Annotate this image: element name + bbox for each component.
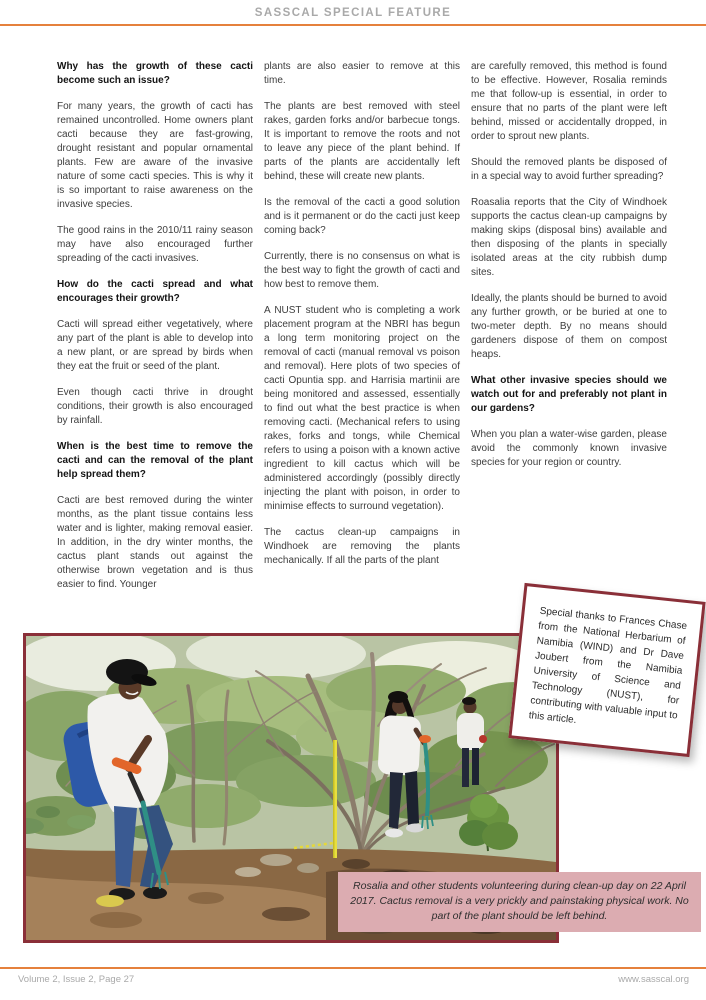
- article-paragraph: Is the removal of the cacti a good solution and is it permanent or do the cacti just keep coming back?: [264, 197, 460, 236]
- article-paragraph: A NUST student who is completing a work placement program at the NBRI has begun a long term monitoring project on the removal of cacti (manual removal vs poison and removal). Here plots of two species of cacti Opuntia spp. and Harrisia martinii are being monitored and assessed, essentially to find out what the best practice is when removing cacti. (Mechanical refers to using rakes, forks and tongs, while Chemical refers to using a poison with a known active ingredient to kill cactus which will be administered accordingly (possibly directly injecting the plant with poison, in order to minimise effects to surround vegetation).: [264, 305, 460, 512]
- article-paragraph: Cacti are best removed during the winter months, as the plant tissue contains less water and is lighter, making removal easier. In addition, in the dry winter months, the cactus plant stands out against the otherwise brown vegetation and is thus easier to find. Younger: [57, 495, 253, 590]
- article-column-1: [57, 60, 253, 604]
- footer-website: www.sasscal.org: [618, 974, 689, 985]
- page-header-title: SASSCAL SPECIAL FEATURE: [254, 7, 452, 19]
- article-column-2: [264, 60, 460, 580]
- photo-caption: [338, 872, 701, 932]
- header-rule: [0, 24, 706, 26]
- article-paragraph: Even though cacti thrive in drought conditions, their growth is also encouraged by rainfall.: [57, 387, 253, 426]
- article-paragraph: For many years, the growth of cacti has remained uncontrolled. Home owners plant cacti because they are fast-growing, drought resistant and popular ornamental plants. Few are aware of the invasive nature of some cacti species. This is why it is so important to raise awareness on the invasive species.: [57, 101, 253, 210]
- article-heading: Why has the growth of these cacti become such an issue?: [57, 61, 253, 86]
- article-paragraph: When you plan a water-wise garden, please avoid the commonly known invasive species for your region or country.: [471, 429, 667, 468]
- thanks-note: [508, 583, 705, 757]
- article-paragraph: plants are also easier to remove at this time.: [264, 61, 460, 86]
- article-paragraph: The good rains in the 2010/11 rainy season may have also encouraged further spreading of the cacti invasives.: [57, 225, 253, 264]
- article-paragraph: are carefully removed, this method is found to be effective. However, Rosalia reminds me that follow-up is essential, in order to ensure that no parts of the plant were left behind, missed or accidentally dropped, in order to sprout new plants.: [471, 61, 667, 142]
- article-paragraph: Cacti will spread either vegetatively, where any part of the plant is able to develop into a new plant, or are spread by birds when they eat the fruit or seed of the plant.: [57, 319, 253, 372]
- article-heading: When is the best time to remove the cacti and can the removal of the plant help spread them?: [57, 441, 253, 480]
- article-paragraph: Roasalia reports that the City of Windhoek supports the cactus clean-up campaigns by making skips (disposal bins) available and then disposing of the plants in specially isolated areas at the city rubbish dump sites.: [471, 197, 667, 278]
- photo-caption-text: Rosalia and other students volunteering during clean-up day on 22 April 2017. Cactus removal is a very prickly and painstaking physical work. No part of the plant should be left behind.: [350, 880, 689, 922]
- thanks-note-text: Special thanks to Frances Chase from the National Herbarium of Namibia (WIND) and Dr Dave Joubert from the Namibia University of Science and Technology (NUST), for contributing with valuable input to this article.: [528, 605, 688, 727]
- footer-rule: [0, 967, 706, 969]
- article-paragraph: The plants are best removed with steel rakes, garden forks and/or barbecue tongs. It is important to remove the roots and not to leave any piece of the plant behind. If parts of the plants are accidentally left behind, these will create new plants.: [264, 101, 460, 182]
- article-paragraph: Ideally, the plants should be burned to avoid any further growth, or be buried at one to two-meter depth. By no means should gardeners dispose of them on compost heaps.: [471, 293, 667, 360]
- article-paragraph: Should the removed plants be disposed of in a special way to avoid further spreading?: [471, 157, 667, 182]
- article-heading: How do the cacti spread and what encourages their growth?: [57, 279, 253, 304]
- article-paragraph: The cactus clean-up campaigns in Windhoek are removing the plants mechanically. If all the parts of the plant: [264, 527, 460, 566]
- article-paragraph: Currently, there is no consensus on what is the best way to fight the growth of cacti and how best to remove them.: [264, 251, 460, 290]
- article-heading: What other invasive species should we watch out for and preferably not plant in our gardens?: [471, 375, 667, 414]
- article-column-3: [471, 60, 667, 482]
- footer-volume-info: Volume 2, Issue 2, Page 27: [18, 974, 135, 985]
